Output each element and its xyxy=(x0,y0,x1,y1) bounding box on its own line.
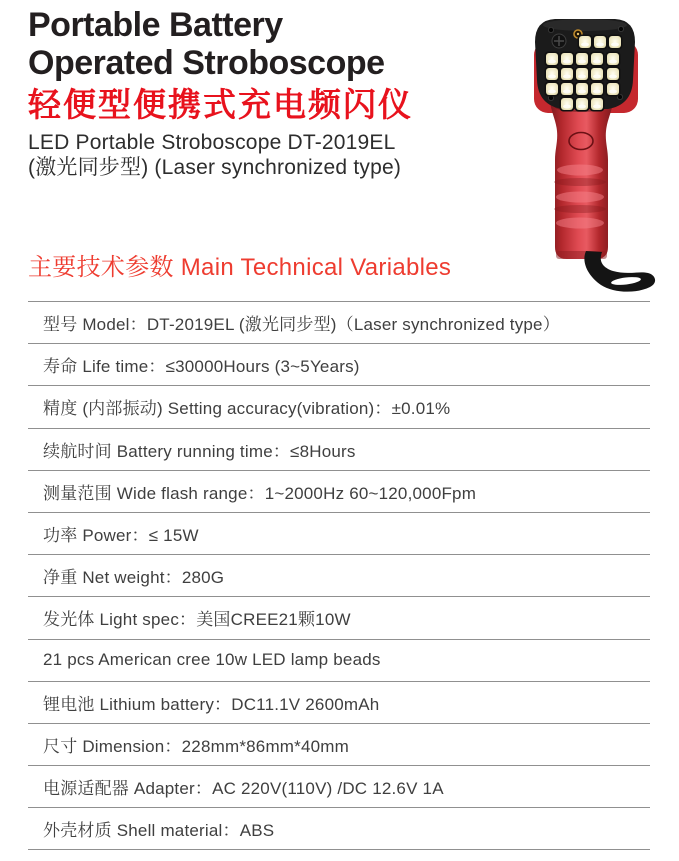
spec-row-battery-running-time xyxy=(28,428,650,470)
spec-row-accuracy xyxy=(28,385,650,427)
grip-ridge xyxy=(556,218,604,229)
subtitle-line2: (激光同步型) (Laser synchronized type) xyxy=(28,156,402,179)
grip-ridge xyxy=(556,192,604,203)
title-line1: Portable Battery xyxy=(28,6,283,44)
spec-row-model xyxy=(28,301,650,343)
page-title xyxy=(28,6,413,82)
wrist-strap xyxy=(584,251,655,292)
stroboscope-illustration xyxy=(518,8,679,303)
product-photo xyxy=(518,8,679,303)
spec-text: 寿命 Life time：≤30000Hours (3~5Years) xyxy=(43,357,360,377)
spec-text: 锂电池 Lithium battery：DC11.1V 2600mAh xyxy=(43,694,380,714)
spec-text: 测量范围 Wide flash range：1~2000Hz 60~120,000Fpm xyxy=(43,483,477,503)
spec-row-lithium-battery xyxy=(28,681,650,723)
corner-screw-icon xyxy=(618,26,623,31)
spec-row-dimension xyxy=(28,723,650,765)
spec-row-flash-range xyxy=(28,470,650,512)
subtitle-line1: LED Portable Stroboscope DT-2019EL xyxy=(28,131,396,154)
spec-row-net-weight xyxy=(28,554,650,596)
spec-text: 外壳材质 Shell material：ABS xyxy=(43,821,275,841)
corner-screw-icon xyxy=(548,27,553,32)
spec-text: 净重 Net weight：280G xyxy=(43,568,225,588)
spec-text: 电源适配器 Adapter：AC 220V(110V) /DC 12.6V 1A xyxy=(43,779,444,799)
title-chinese: 轻便型便携式充电频闪仪 xyxy=(28,86,413,123)
spec-text: 精度 (内部振动) Setting accuracy(vibration)：±0.01% xyxy=(43,399,451,419)
grip-ridge-shadow xyxy=(554,205,606,213)
spec-text: 21 pcs American cree 10w LED lamp beads xyxy=(43,650,381,670)
spec-row-shell-material xyxy=(28,807,650,849)
spec-row-adapter xyxy=(28,765,650,807)
spec-text: 型号 Model：DT-2019EL (激光同步型)（Laser synchronized type） xyxy=(43,315,560,335)
header xyxy=(28,6,413,180)
spec-row-led-beads xyxy=(28,639,650,681)
spec-table xyxy=(28,301,650,850)
spec-text: 功率 Power：≤ 15W xyxy=(43,526,199,546)
grip-ridge-shadow xyxy=(554,178,606,186)
head-gloss xyxy=(543,19,627,31)
spec-row-light-spec xyxy=(28,596,650,638)
section-heading: 主要技术参数 Main Technical Variables xyxy=(28,254,452,281)
title-line2: Operated Stroboscope xyxy=(28,44,385,82)
spec-row-power xyxy=(28,512,650,554)
spec-text: 续航时间 Battery running time：≤8Hours xyxy=(43,441,356,461)
spec-row-life-time xyxy=(28,343,650,385)
screw-icon xyxy=(552,34,566,48)
spec-text: 尺寸 Dimension：228mm*86mm*40mm xyxy=(43,736,350,756)
spec-text: 发光体 Light spec：美国CREE21颗10W xyxy=(43,610,351,630)
grip-ridge xyxy=(557,165,603,176)
